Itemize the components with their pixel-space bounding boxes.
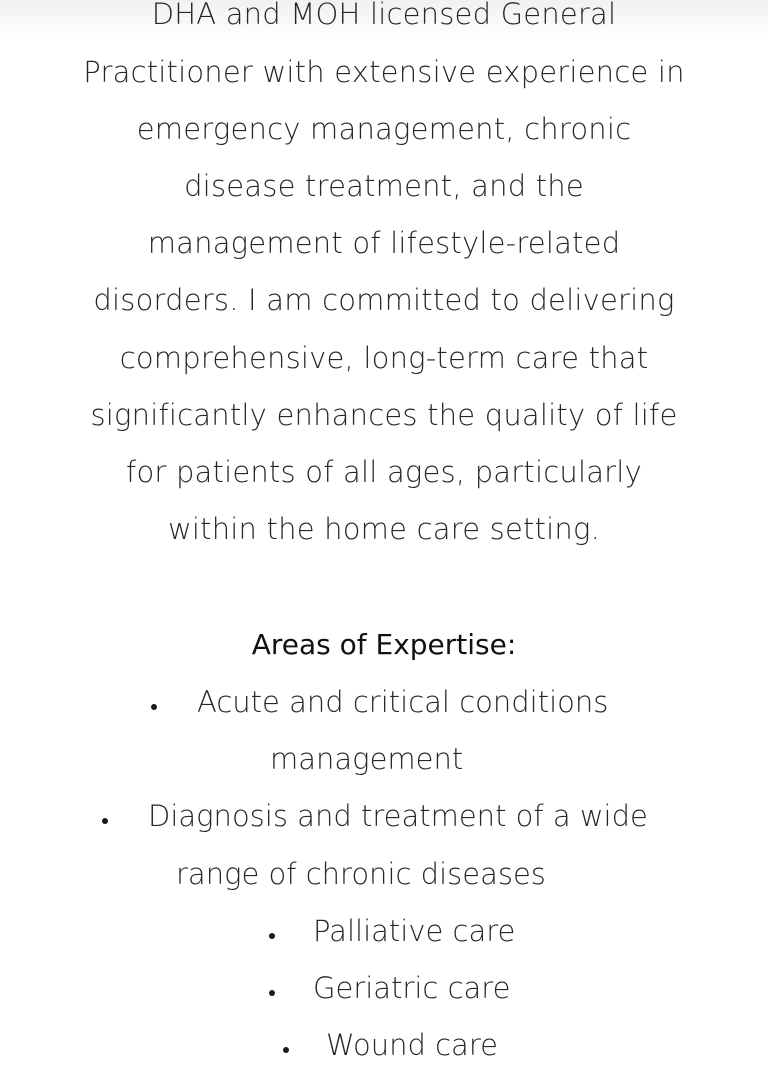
list-item-text: Geriatric care xyxy=(313,971,511,1005)
intro-line: Practitioner with extensive experience in xyxy=(83,55,685,89)
intro-line: disease treatment, and the xyxy=(184,169,584,203)
intro-line: comprehensive, long-term care that xyxy=(119,341,649,375)
bullet-icon xyxy=(269,933,275,939)
intro-line: disorders. I am committed to delivering xyxy=(93,283,675,317)
intro-line: within the home care setting. xyxy=(167,512,601,546)
bullet-icon xyxy=(283,1047,289,1053)
list-item-text: Palliative care xyxy=(313,914,516,948)
bullet-icon xyxy=(151,704,157,710)
expertise-heading: Areas of Expertise: xyxy=(251,628,517,661)
intro-line: management of lifestyle-related xyxy=(147,226,621,260)
intro-line: emergency management, chronic xyxy=(136,112,632,146)
list-item-text: Diagnosis and treatment of a wide xyxy=(148,799,648,833)
list-item-text: Wound care xyxy=(326,1028,498,1062)
list-item-text: Acute and critical conditions xyxy=(197,685,609,719)
intro-line: for patients of all ages, particularly xyxy=(126,455,642,489)
bullet-icon xyxy=(269,990,275,996)
list-item-text: management xyxy=(270,742,464,776)
bullet-icon xyxy=(102,818,108,824)
intro-line: DHA and MOH licensed General xyxy=(151,0,617,31)
list-item-text: range of chronic diseases xyxy=(176,857,546,891)
intro-line: significantly enhances the quality of life xyxy=(90,398,678,432)
